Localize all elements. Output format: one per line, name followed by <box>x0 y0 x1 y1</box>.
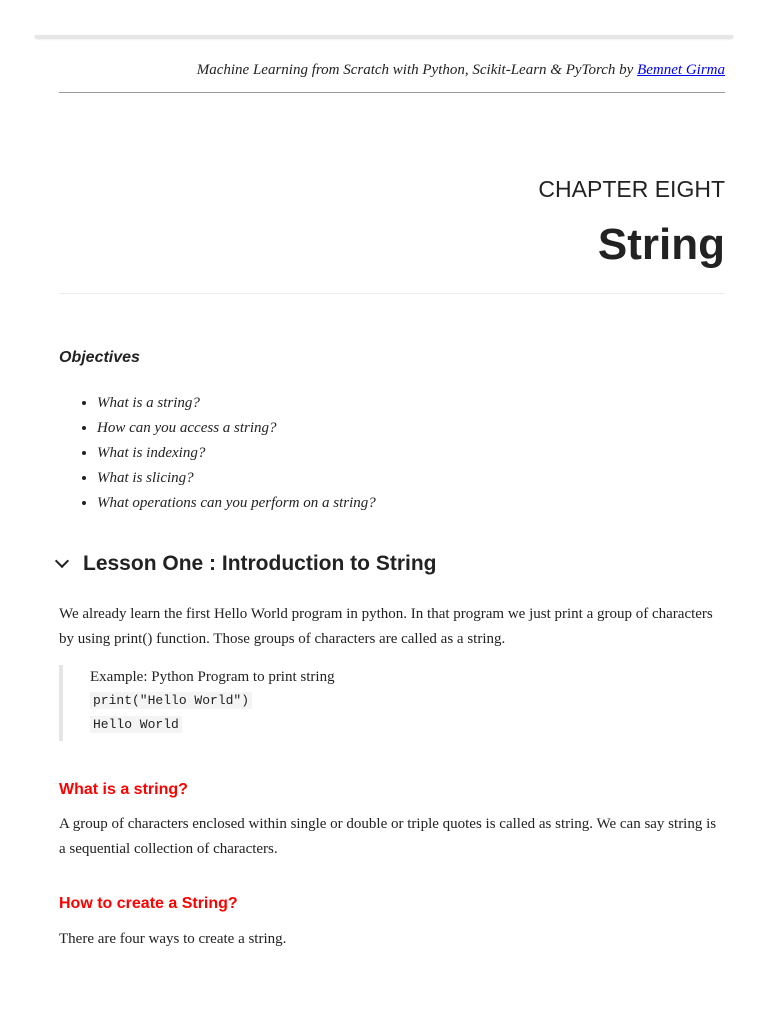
example-blockquote <box>59 665 390 741</box>
objectives-heading: Objectives <box>59 349 140 366</box>
author-link[interactable]: Bemnet Girma <box>637 62 725 78</box>
section-heading-create-string: How to create a String? <box>59 895 238 912</box>
lesson-toggle[interactable] <box>55 552 436 576</box>
example-code <box>90 689 390 713</box>
list-item: • What is a string? <box>97 391 376 416</box>
example-output <box>90 713 390 737</box>
list-item: • What operations can you perform on a string? <box>97 491 376 516</box>
objectives-list <box>59 391 376 516</box>
book-title: Machine Learning from Scratch with Python, Scikit-Learn & PyTorch by <box>196 62 634 78</box>
section-heading-what-is-string: What is a string? <box>59 781 188 798</box>
code-snippet: print("Hello World") <box>90 692 252 709</box>
output-snippet: Hello World <box>90 716 182 733</box>
top-divider-shadow <box>35 35 733 38</box>
list-item: • What is slicing? <box>97 466 376 491</box>
page-title: String <box>597 220 725 269</box>
book-byline <box>59 62 725 79</box>
list-item: • How can you access a string? <box>97 416 376 441</box>
header-rule <box>59 92 725 93</box>
title-rule <box>59 293 725 294</box>
section-text-what-is-string: A group of characters enclosed within single or double or triple quotes is called as string. We can say string is a sequential collection of characters. <box>59 816 717 857</box>
list-item: • What is indexing? <box>97 441 376 466</box>
lesson-title: Lesson One : Introduction to String <box>83 552 437 575</box>
section-text-create-string: There are four ways to create a string. <box>59 931 287 947</box>
example-caption: Example: Python Program to print string <box>90 669 335 685</box>
chevron-down-icon[interactable] <box>55 554 69 568</box>
chapter-label: CHAPTER EIGHT <box>538 176 725 202</box>
lesson-intro: We already learn the first Hello World program in python. In that program we just print a group of characters by using print() function. Those groups of characters are called as a string. <box>59 606 713 647</box>
